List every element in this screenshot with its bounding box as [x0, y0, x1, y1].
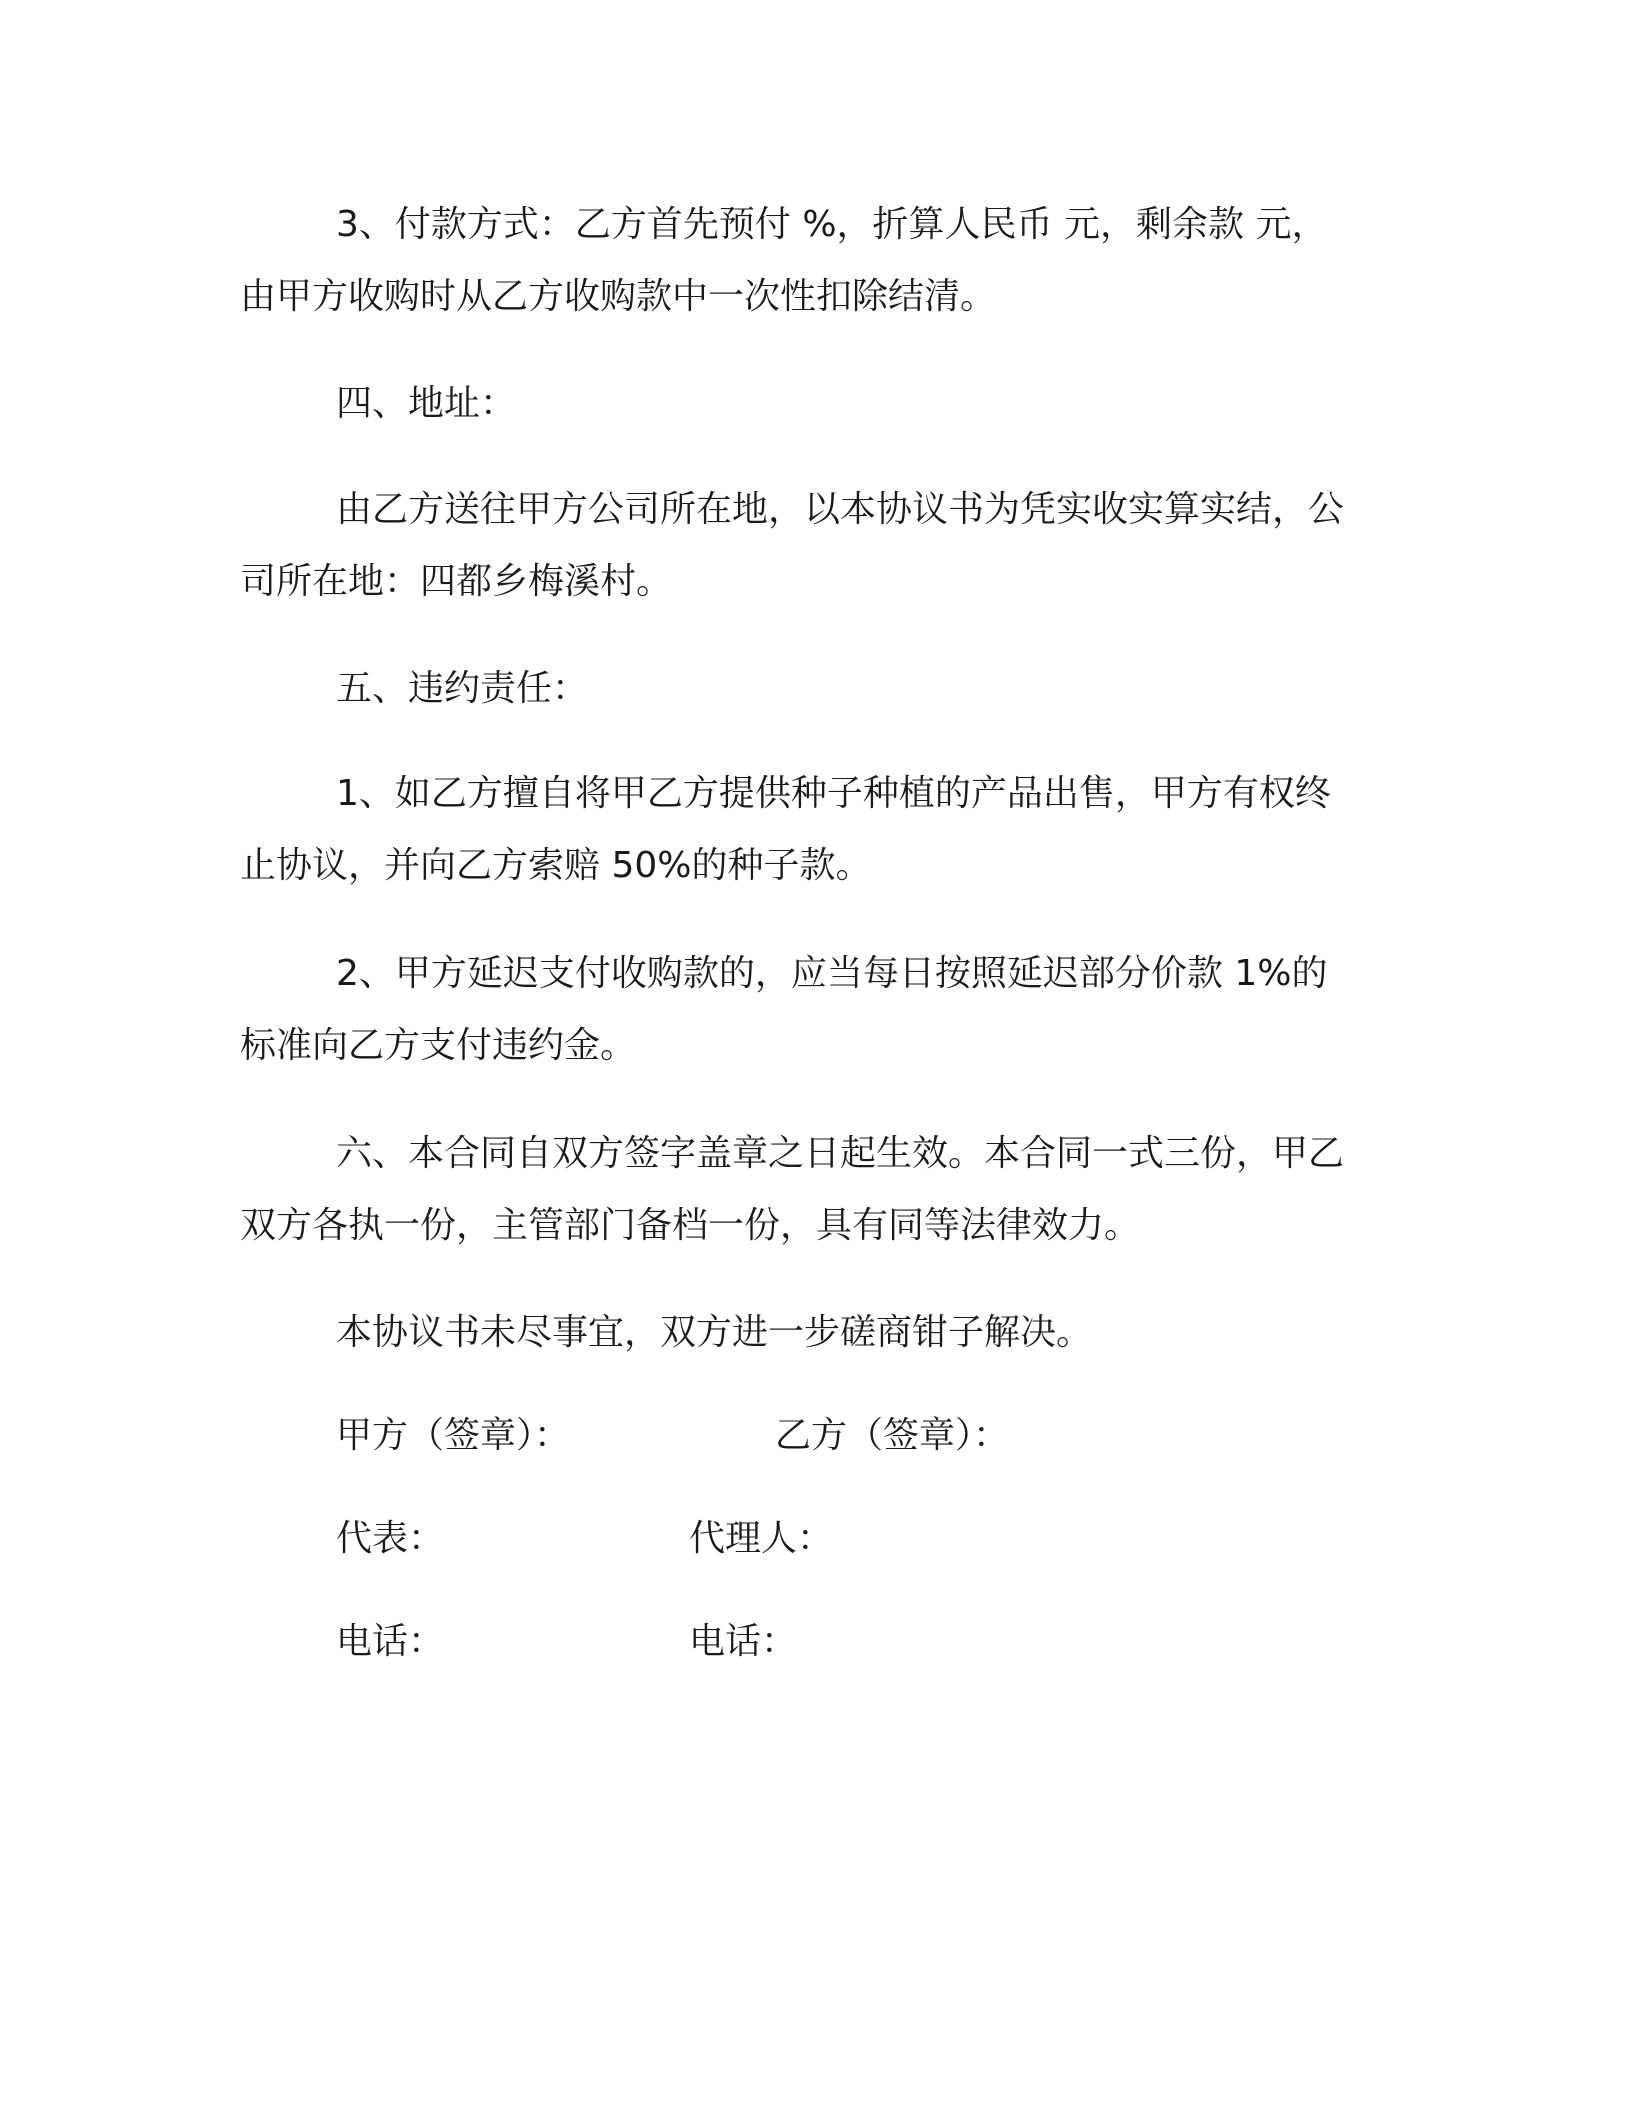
paragraph-line: 由乙方送往甲方公司所在地，以本协议书为凭实收实算实结，公	[336, 489, 1345, 530]
paragraph-line: 止协议，并向乙方索赔 50%的种子款。	[240, 845, 872, 886]
paragraph-line: 由甲方收购时从乙方收购款中一次性扣除结清。	[240, 276, 997, 317]
party-b-seal-label: 乙方（签章）：	[775, 1415, 1010, 1456]
representative-label: 代表：	[336, 1518, 445, 1559]
party-a-seal-label: 甲方（签章）：	[336, 1415, 571, 1456]
phone-label-party-b: 电话：	[689, 1621, 798, 1662]
paragraph-line: 3、付款方式：乙方首先预付 %，折算人民币 元，剩余款 元，	[336, 204, 1328, 245]
agent-label: 代理人：	[689, 1518, 834, 1559]
paragraph-line: 司所在地：四都乡梅溪村。	[240, 561, 673, 602]
paragraph-line: 本协议书未尽事宜，双方进一步磋商钳子解决。	[336, 1312, 1093, 1353]
paragraph-line: 标准向乙方支付违约金。	[240, 1025, 637, 1066]
paragraph-line: 2、甲方延迟支付收购款的，应当每日按照延迟部分价款 1%的	[336, 953, 1328, 994]
heading-text: 五、违约责任：	[336, 668, 589, 709]
paragraph-line: 六、本合同自双方签字盖章之日起生效。本合同一式三份，甲乙	[336, 1133, 1345, 1174]
paragraph-line: 1、如乙方擅自将甲乙方提供种子种植的产品出售，甲方有权终	[336, 773, 1331, 814]
phone-label-party-a: 电话：	[336, 1621, 445, 1662]
heading-text: 四、地址：	[336, 383, 517, 424]
paragraph-line: 双方各执一份，主管部门备档一份，具有同等法律效力。	[240, 1205, 1141, 1246]
